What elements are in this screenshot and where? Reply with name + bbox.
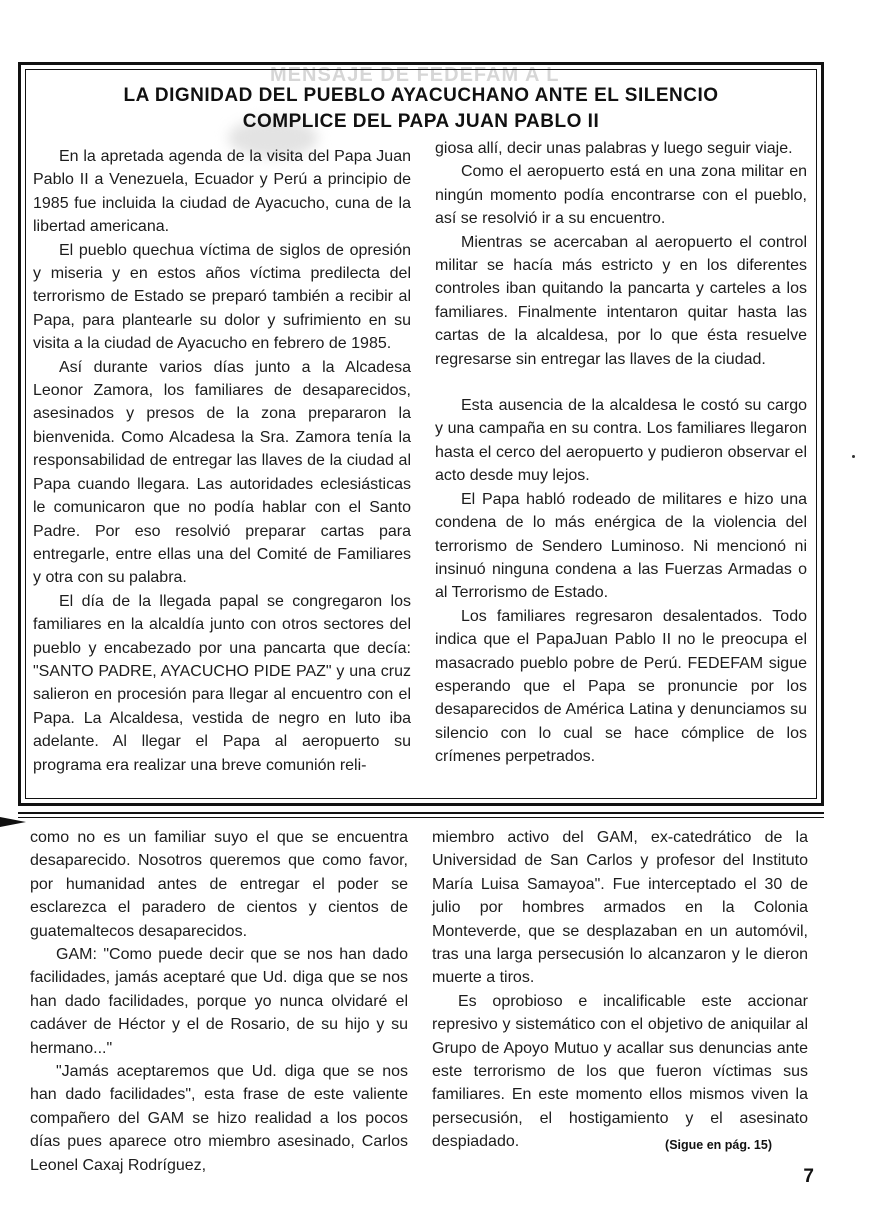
continuation-arrow-icon bbox=[0, 817, 26, 827]
paragraph: El día de la llegada papal se congregaron los familiares en la alcaldía junto con otros sectores del pueblo y encabezado por una pancarta que decía: "SANTO PADRE, AYACUCHO PIDE PAZ" y una cruz salieron en procesión para llegar al encuentro con el Papa. La Alcaldesa, vestida de negro en luto iba adelante. Al llegar el Papa al aeropuerto su programa era realizar una breve comunión reli- bbox=[33, 592, 411, 774]
article-box bbox=[18, 62, 824, 806]
article-right-column bbox=[435, 137, 807, 769]
paragraph: Los familiares regresaron desalentados. Todo indica que el PapaJuan Pablo II no le preocupa el masacrado pueblo pobre de Perú. FEDEFAM sigue esperando que el Papa se pronuncie por los desaparecidos de América Latina y denunciamos su silencio con lo cual se hace cómplice de los crímenes perpetrados. bbox=[435, 607, 807, 766]
paragraph: Mientras se acercaban al aeropuerto el control militar se hacía más estricto y en los diferentes controles iban quitando la pancarta y carteles a los familiares. Finalmente intentaron quitar hasta las cartas de la alcaldesa, por lo que ésta resuelve regresarse sin entregar las llaves de la ciudad. bbox=[435, 233, 807, 368]
paragraph: El pueblo quechua víctima de siglos de opresión y miseria y en estos años víctima predilecta del terrorismo de Estado se preparó también a recibir al Papa, para plantearle su dolor y sufrimiento en su visita a la ciudad de Ayacucho en febrero de 1985. bbox=[33, 241, 411, 353]
paragraph: como no es un familiar suyo el que se encuentra desaparecido. Nosotros queremos que como favor, por humanidad antes de entregar el poder se esclarezca el paradero de cientos y cientos de guatemaltecos desaparecidos. bbox=[30, 829, 408, 940]
continued-left-column bbox=[30, 826, 408, 1177]
paragraph-gap bbox=[435, 371, 807, 394]
article-title bbox=[21, 83, 821, 135]
article-left-column bbox=[33, 145, 411, 777]
paragraph: Es oprobioso e incalificable este accionar represivo y sistemático con el objetivo de aniquilar al Grupo de Apoyo Mutuo y acallar sus denuncias ante este terrorismo de los que fueron víctimas sus familiares. En este momento ellos mismos viven la persecusión, el hostigamiento y el asesinato despiadado. bbox=[432, 992, 808, 1151]
paragraph: El Papa habló rodeado de militares e hizo una condena de lo más enérgica de la violencia del terrorismo de Sendero Luminoso. Ni mencionó ni insinuó ninguna condena a las Fuerzas Armadas o al Terrorismo de Estado. bbox=[435, 490, 807, 602]
title-line-1: LA DIGNIDAD DEL PUEBLO AYACUCHANO ANTE EL SILENCIO bbox=[123, 85, 719, 106]
paragraph: miembro activo del GAM, ex-catedrático de la Universidad de San Carlos y profesor del Instituto María Luisa Samayoa". Fue interceptado el 30 de julio por hombres armados en la Colonia Monteverde, que se desplazaban en un automóvil, tras una larga persecusión lo alcanzaron y le dieron muerte a tiros. bbox=[432, 829, 808, 987]
section-divider-rule-thin bbox=[18, 817, 824, 818]
paragraph: Así durante varios días junto a la Alcadesa Leonor Zamora, los familiares de desaparecidos, asesinados y presos de la zona prepararon la bienvenida. Como Alcadesa la Sra. Zamora tenía la responsabilidad de entregar las llaves de la ciudad al Papa cuando llegara. Las autoridades eclesiásticas le comunicaron que no podía hablar con el Santo Padre. Por eso resolvió preparar cartas para entregarle, entre ellas una del Comité de Familiares y otra con su palabra. bbox=[33, 358, 411, 587]
section-divider-rule bbox=[18, 812, 824, 814]
title-line-2: COMPLICE DEL PAPA JUAN PABLO II bbox=[242, 111, 600, 132]
page-number: 7 bbox=[803, 1166, 814, 1187]
paragraph: Como el aeropuerto está en una zona militar en ningún momento podía encontrarse con el pueblo, así se resolvió ir a su encuentro. bbox=[435, 163, 807, 228]
continued-on-page-note: (Sigue en pág. 15) bbox=[665, 1138, 772, 1152]
continued-right-column bbox=[432, 826, 808, 1154]
paragraph: En la apretada agenda de la visita del Papa Juan Pablo II a Venezuela, Ecuador y Perú a principio de 1985 fue incluida la ciudad de Ayacucho, cuna de la libertad americana. bbox=[33, 148, 411, 236]
paragraph: GAM: "Como puede decir que se nos han dado facilidades, jamás aceptaré que Ud. diga que se nos han dado facilidades, porque yo nunca olvidaré el cadáver de Héctor y el de Rosario, de su hijo y su hermano..." bbox=[30, 946, 408, 1057]
paragraph: giosa allí, decir unas palabras y luego seguir viaje. bbox=[435, 140, 793, 157]
paragraph: Esta ausencia de la alcaldesa le costó su cargo y una campaña en su contra. Los familiares llegaron hasta el cerco del aeropuerto y pudieron observar el acto desde muy lejos. bbox=[435, 397, 807, 485]
reverse-side-ghost-text: MENSAJE DE FEDEFAM A L bbox=[270, 64, 560, 86]
paragraph: "Jamás aceptaremos que Ud. diga que se nos han dado facilidades", esta frase de este valiente compañero del GAM se hizo realidad a los pocos días pues aparece otro miembro asesinado, Carlos Leonel Caxaj Rodríguez, bbox=[30, 1063, 408, 1174]
print-speck bbox=[852, 455, 855, 458]
